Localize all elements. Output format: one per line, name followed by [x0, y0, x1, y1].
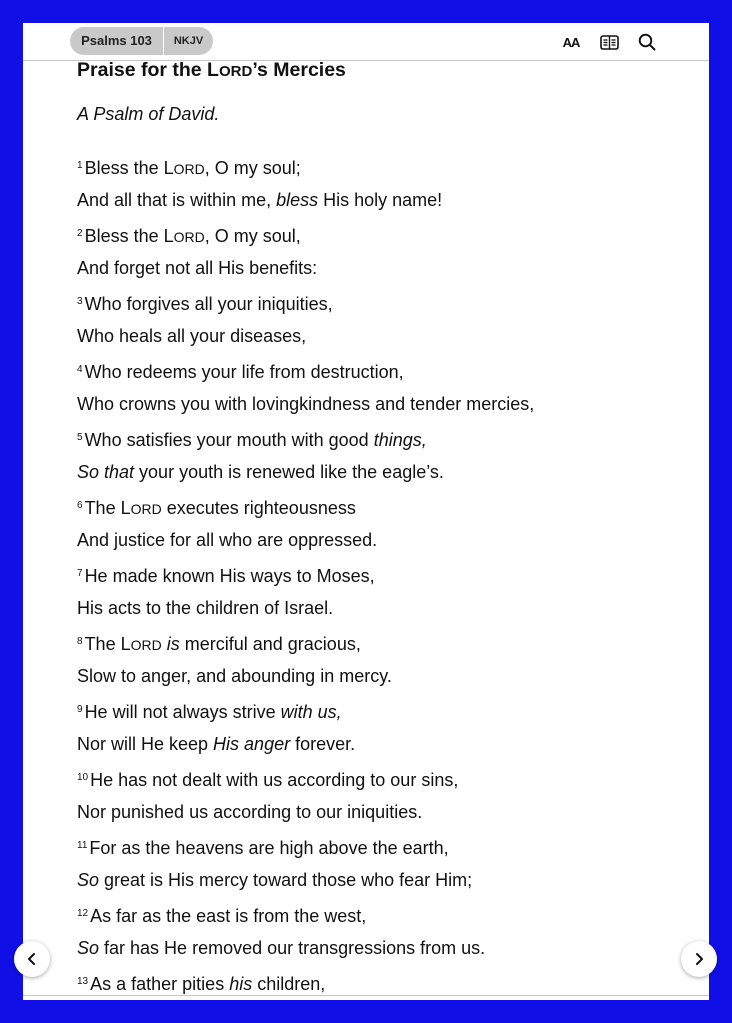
verse-continuation-line[interactable] [77, 937, 677, 971]
verse-lines [77, 155, 677, 1000]
verse-text: L [163, 226, 174, 246]
verse-text: He will not always strive [84, 702, 281, 722]
verse-continuation-line[interactable] [77, 461, 677, 495]
toolbar-icons [561, 32, 657, 52]
verse-number: 7 [77, 568, 83, 579]
verse-line[interactable] [77, 563, 677, 597]
verse-text: He has not dealt with us according to our sins, [90, 770, 459, 790]
text-size-icon[interactable] [561, 32, 581, 52]
verse-text: far has He removed our transgressions from us. [99, 938, 486, 958]
heading-lord-initial: L [207, 59, 219, 81]
verse-text: , O my soul; [204, 158, 301, 178]
verse-line[interactable] [77, 223, 677, 257]
verse-number: 13 [77, 976, 89, 987]
verse-continuation-line[interactable] [77, 257, 677, 291]
verse-text: The [84, 498, 121, 518]
verse-text: So [77, 938, 100, 958]
verse-text: , O my soul, [204, 226, 301, 246]
verse-number: 11 [77, 840, 88, 851]
verse-text: As far as the east is from the west, [90, 906, 367, 926]
verse-text: ORD [130, 637, 162, 653]
previous-chapter-button[interactable] [14, 941, 50, 977]
verse-line[interactable] [77, 427, 677, 461]
verse-line[interactable] [77, 291, 677, 325]
verse-text: Who satisfies your mouth with good [84, 430, 374, 450]
verse-text: Who crowns you with lovingkindness and tender mercies, [77, 394, 535, 414]
verse-text: Nor punished us according to our iniquities. [77, 802, 423, 822]
verse-text: L [120, 634, 131, 654]
verse-text: Bless the [84, 226, 164, 246]
verse-continuation-line[interactable] [77, 733, 677, 767]
verse-number: 4 [77, 364, 83, 375]
version-button[interactable]: NKJV [173, 35, 204, 47]
chevron-right-icon [693, 952, 705, 966]
verse-continuation-line[interactable] [77, 665, 677, 699]
verse-number: 9 [77, 704, 83, 715]
verse-line[interactable] [77, 767, 677, 801]
verse-text: his [229, 974, 253, 994]
verse-text: merciful and gracious, [179, 634, 361, 654]
verse-text: His anger [213, 734, 291, 754]
verse-continuation-line[interactable] [77, 529, 677, 563]
verse-number: 5 [77, 432, 83, 443]
chevron-left-icon [26, 952, 38, 966]
verse-text: The [84, 634, 121, 654]
verse-text: Who heals all your diseases, [77, 326, 307, 346]
verse-text: His holy name! [318, 190, 443, 210]
verse-continuation-line[interactable] [77, 189, 677, 223]
reader-page [23, 23, 709, 1000]
verse-line[interactable] [77, 631, 677, 665]
verse-text: And all that is within me, [77, 190, 277, 210]
verse-line[interactable] [77, 495, 677, 529]
verse-text: your youth is renewed like the eagle’s. [134, 462, 444, 482]
verse-number: 3 [77, 296, 83, 307]
verse-text: Who redeems your life from destruction, [84, 362, 404, 382]
verse-line[interactable] [77, 359, 677, 393]
verse-text: For as the heavens are high above the earth, [89, 838, 449, 858]
psalm-superscription: A Psalm of David. [77, 104, 220, 124]
verse-text: L [120, 498, 131, 518]
verse-text: And justice for all who are oppressed. [77, 530, 378, 550]
verse-continuation-line[interactable] [77, 393, 677, 427]
verse-continuation-line[interactable] [77, 597, 677, 631]
verse-text: He made known His ways to Moses, [84, 566, 375, 586]
verse-continuation-line[interactable] [77, 325, 677, 359]
verse-text: is [166, 634, 180, 654]
heading-text-end: ’s Mercies [252, 59, 346, 81]
verse-text: children, [252, 974, 326, 994]
verse-text: Slow to anger, and abounding in mercy. [77, 666, 392, 686]
section-heading [77, 58, 677, 88]
verse-line[interactable] [77, 699, 677, 733]
verse-text: with us, [280, 702, 342, 722]
passage-selector[interactable] [70, 27, 213, 55]
verse-text: His acts to the children of Israel. [77, 598, 334, 618]
verse-text: Who forgives all your iniquities, [84, 294, 333, 314]
verse-text: great is His mercy toward those who fear Him; [99, 870, 473, 890]
verse-text: Bless the [84, 158, 164, 178]
verse-text: Nor will He keep [77, 734, 214, 754]
heading-text: Praise for the [77, 59, 208, 81]
verse-text: As a father pities [90, 974, 230, 994]
next-chapter-button[interactable] [681, 941, 717, 977]
verse-text: L [163, 158, 174, 178]
verse-text: ORD [173, 229, 205, 245]
passage-content [77, 58, 677, 1000]
text-size-label: AA [562, 34, 580, 50]
verse-text: So that [77, 462, 135, 482]
verse-text: ORD [173, 161, 205, 177]
verse-number: 8 [77, 636, 83, 647]
verse-number: 1 [77, 160, 83, 171]
verse-text: bless [276, 190, 319, 210]
search-icon[interactable] [637, 32, 657, 52]
verse-continuation-line[interactable] [77, 801, 677, 835]
verse-text: things, [373, 430, 427, 450]
verse-text: And forget not all His benefits: [77, 258, 318, 278]
verse-number: 10 [77, 772, 89, 783]
verse-continuation-line[interactable] [77, 869, 677, 903]
heading-lord-smallcaps: ORD [218, 63, 253, 80]
bottom-divider [23, 995, 709, 996]
verse-text: forever. [290, 734, 356, 754]
verse-text: executes righteousness [161, 498, 356, 518]
verse-line[interactable] [77, 835, 677, 869]
reader-icon[interactable] [599, 32, 619, 52]
verse-text: So [77, 870, 100, 890]
book-chapter-button[interactable]: Psalms 103 [70, 27, 164, 55]
verse-number: 2 [77, 228, 83, 239]
verse-line[interactable] [77, 155, 677, 189]
verse-line[interactable] [77, 903, 677, 937]
verse-text: ORD [130, 501, 162, 517]
verse-number: 6 [77, 500, 83, 511]
top-bar [23, 23, 709, 61]
verse-number: 12 [77, 908, 89, 919]
